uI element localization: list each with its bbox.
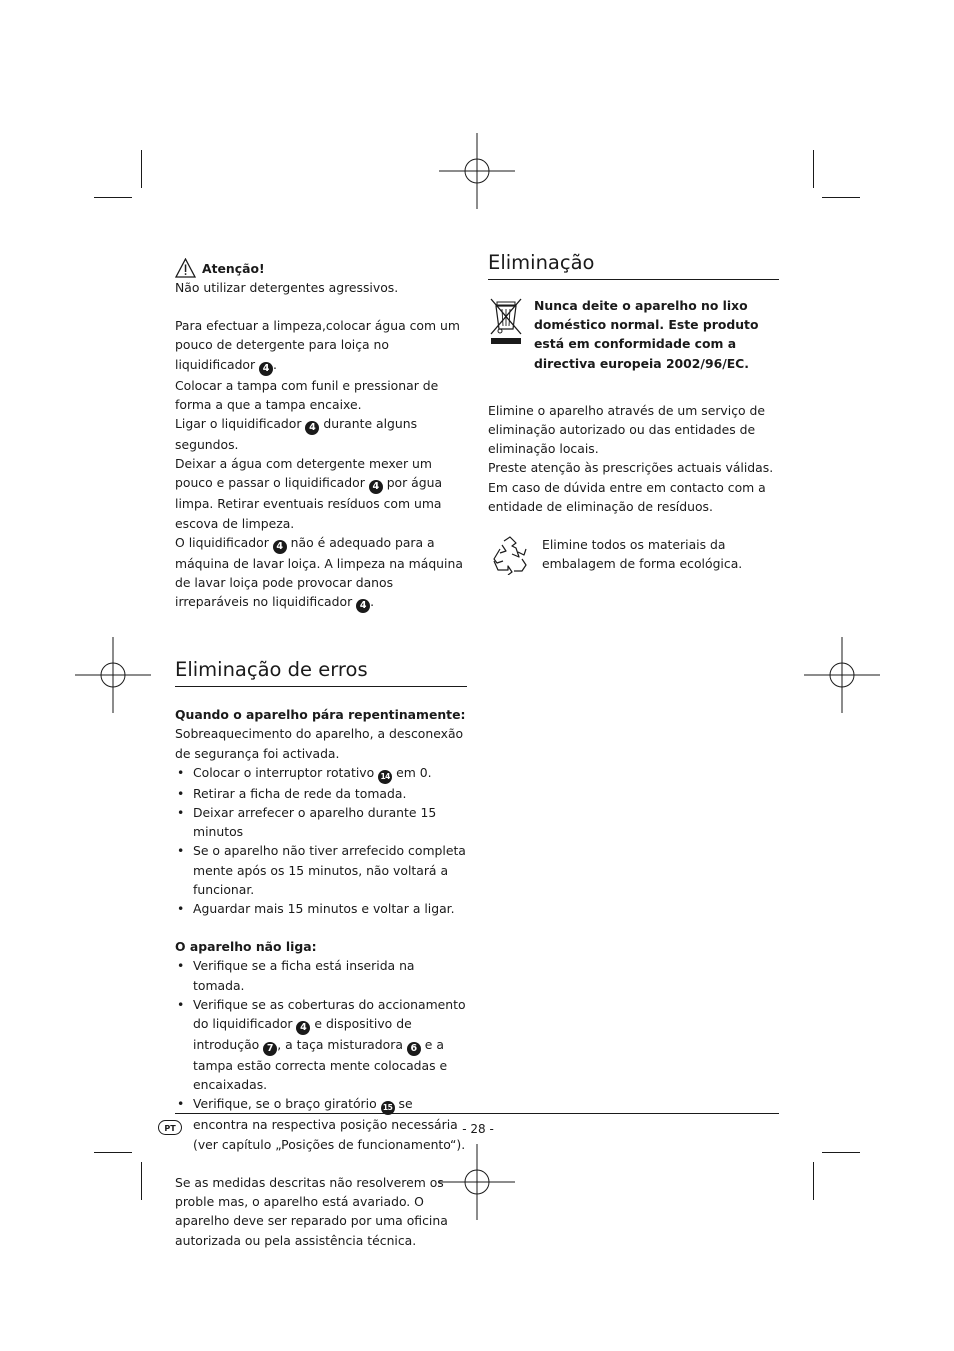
list-item: • Deixar arrefecer o aparelho durante 15 minutos — [175, 803, 467, 841]
registration-mark-right — [804, 637, 880, 713]
warning-triangle-icon — [175, 258, 196, 278]
list-item: • Verifique se a ficha está inserida na tomada. — [175, 956, 467, 994]
part-number-badge: 14 — [378, 770, 392, 784]
crop-mark — [141, 1162, 142, 1200]
language-badge: PT — [158, 1120, 182, 1135]
crop-mark — [822, 1152, 860, 1153]
recycle-text: Elimine todos os materiais da embalagem de forma ecológica. — [542, 537, 743, 572]
registration-mark-top — [439, 133, 515, 209]
subsection-title: O aparelho não liga: — [175, 939, 317, 955]
part-number-badge: 4 — [369, 480, 383, 494]
list-item: • Aguardar mais 15 minutos e voltar a ligar. — [175, 899, 467, 918]
crop-mark — [141, 150, 142, 188]
part-number-badge: 7 — [263, 1042, 277, 1056]
disposal-paragraph: Elimine o aparelho através de um serviço de eliminação autorizado ou das entidades de eliminação locais. — [488, 402, 766, 457]
registration-mark-left — [75, 637, 151, 713]
weee-text: Nunca deite o aparelho no lixo doméstico normal. Este produto está em conformidade com a directiva europeia 2002/96/EC. — [534, 298, 759, 371]
bullet-list — [175, 763, 467, 918]
part-number-badge: 4 — [305, 421, 319, 435]
part-number-badge: 15 — [381, 1101, 395, 1115]
disposal-paragraph: Preste atenção às prescrições actuais válidas. Em caso de dúvida entre em contacto com a entidade de eliminação de resíduos. — [488, 460, 774, 514]
recycle-icon — [488, 535, 532, 575]
right-column — [488, 250, 779, 575]
crop-mark — [822, 197, 860, 198]
crossed-bin-icon — [488, 296, 524, 348]
troubleshoot-heading: Eliminação de erros — [175, 657, 467, 687]
list-item: • Se o aparelho não tiver arrefecido completa mente após os 15 minutos, não voltará a funcionar. — [175, 841, 467, 899]
part-number-badge: 4 — [259, 362, 273, 376]
closing-paragraph: Se as medidas descritas não resolverem os proble mas, o aparelho está avariado. O aparelho deve ser reparado por uma oficina autorizada ou pela assistência técnica. — [175, 1174, 448, 1248]
cleaning-paragraph: Para efectuar a limpeza,colocar água com um pouco de detergente para loiça no liquidificador 4 . Colocar a tampa com funil e pressionar de forma a que a tampa encaixe. Ligar o liquidificador 4 durante alguns segundos. Deixar a água com detergente mexer um pouco e passar o liquidificador 4 por água limpa. Retirar eventuais resíduos com uma escova de limpeza. O liquidificador 4 não é adequado para a máquina de lavar loiça. A limpeza na máquina de lavar loiça pode provocar danos irreparáveis no liquidificador 4 . — [175, 318, 463, 612]
list-item: • Colocar o interruptor rotativo 14 em 0. — [175, 763, 467, 784]
footer-divider — [175, 1113, 779, 1114]
recycle-notice — [488, 535, 779, 575]
page-number: - 28 - — [462, 1122, 494, 1136]
part-number-badge: 6 — [407, 1042, 421, 1056]
subsection-title: Quando o aparelho pára repentinamente: — [175, 707, 466, 723]
list-item: • Verifique, se o braço giratório 15 se encontra na respectiva posição necessária (ver capítulo „Posições de funcionamento“). — [175, 1094, 467, 1153]
warning-header — [175, 258, 467, 278]
warning-title: Atenção! — [202, 260, 265, 276]
subsection-text: Sobreaquecimento do aparelho, a desconexão de segurança foi activada. — [175, 726, 464, 761]
part-number-badge: 4 — [296, 1021, 310, 1035]
crop-mark — [94, 197, 132, 198]
part-number-badge: 4 — [356, 599, 370, 613]
crop-mark — [813, 150, 814, 188]
part-number-badge: 4 — [273, 540, 287, 554]
crop-mark — [94, 1152, 132, 1153]
list-item: • Verifique se as coberturas do accionamento do liquidificador 4 e dispositivo de introdução 7 , a taça misturadora 6 e a tampa estão correcta mente colocadas e encaixadas. — [175, 995, 467, 1095]
crop-mark — [813, 1162, 814, 1200]
warning-text: Não utilizar detergentes agressivos. — [175, 280, 399, 295]
list-item: • Retirar a ficha de rede da tomada. — [175, 784, 467, 803]
left-column — [175, 258, 467, 1250]
weee-notice — [488, 296, 779, 373]
disposal-heading: Eliminação — [488, 250, 779, 280]
